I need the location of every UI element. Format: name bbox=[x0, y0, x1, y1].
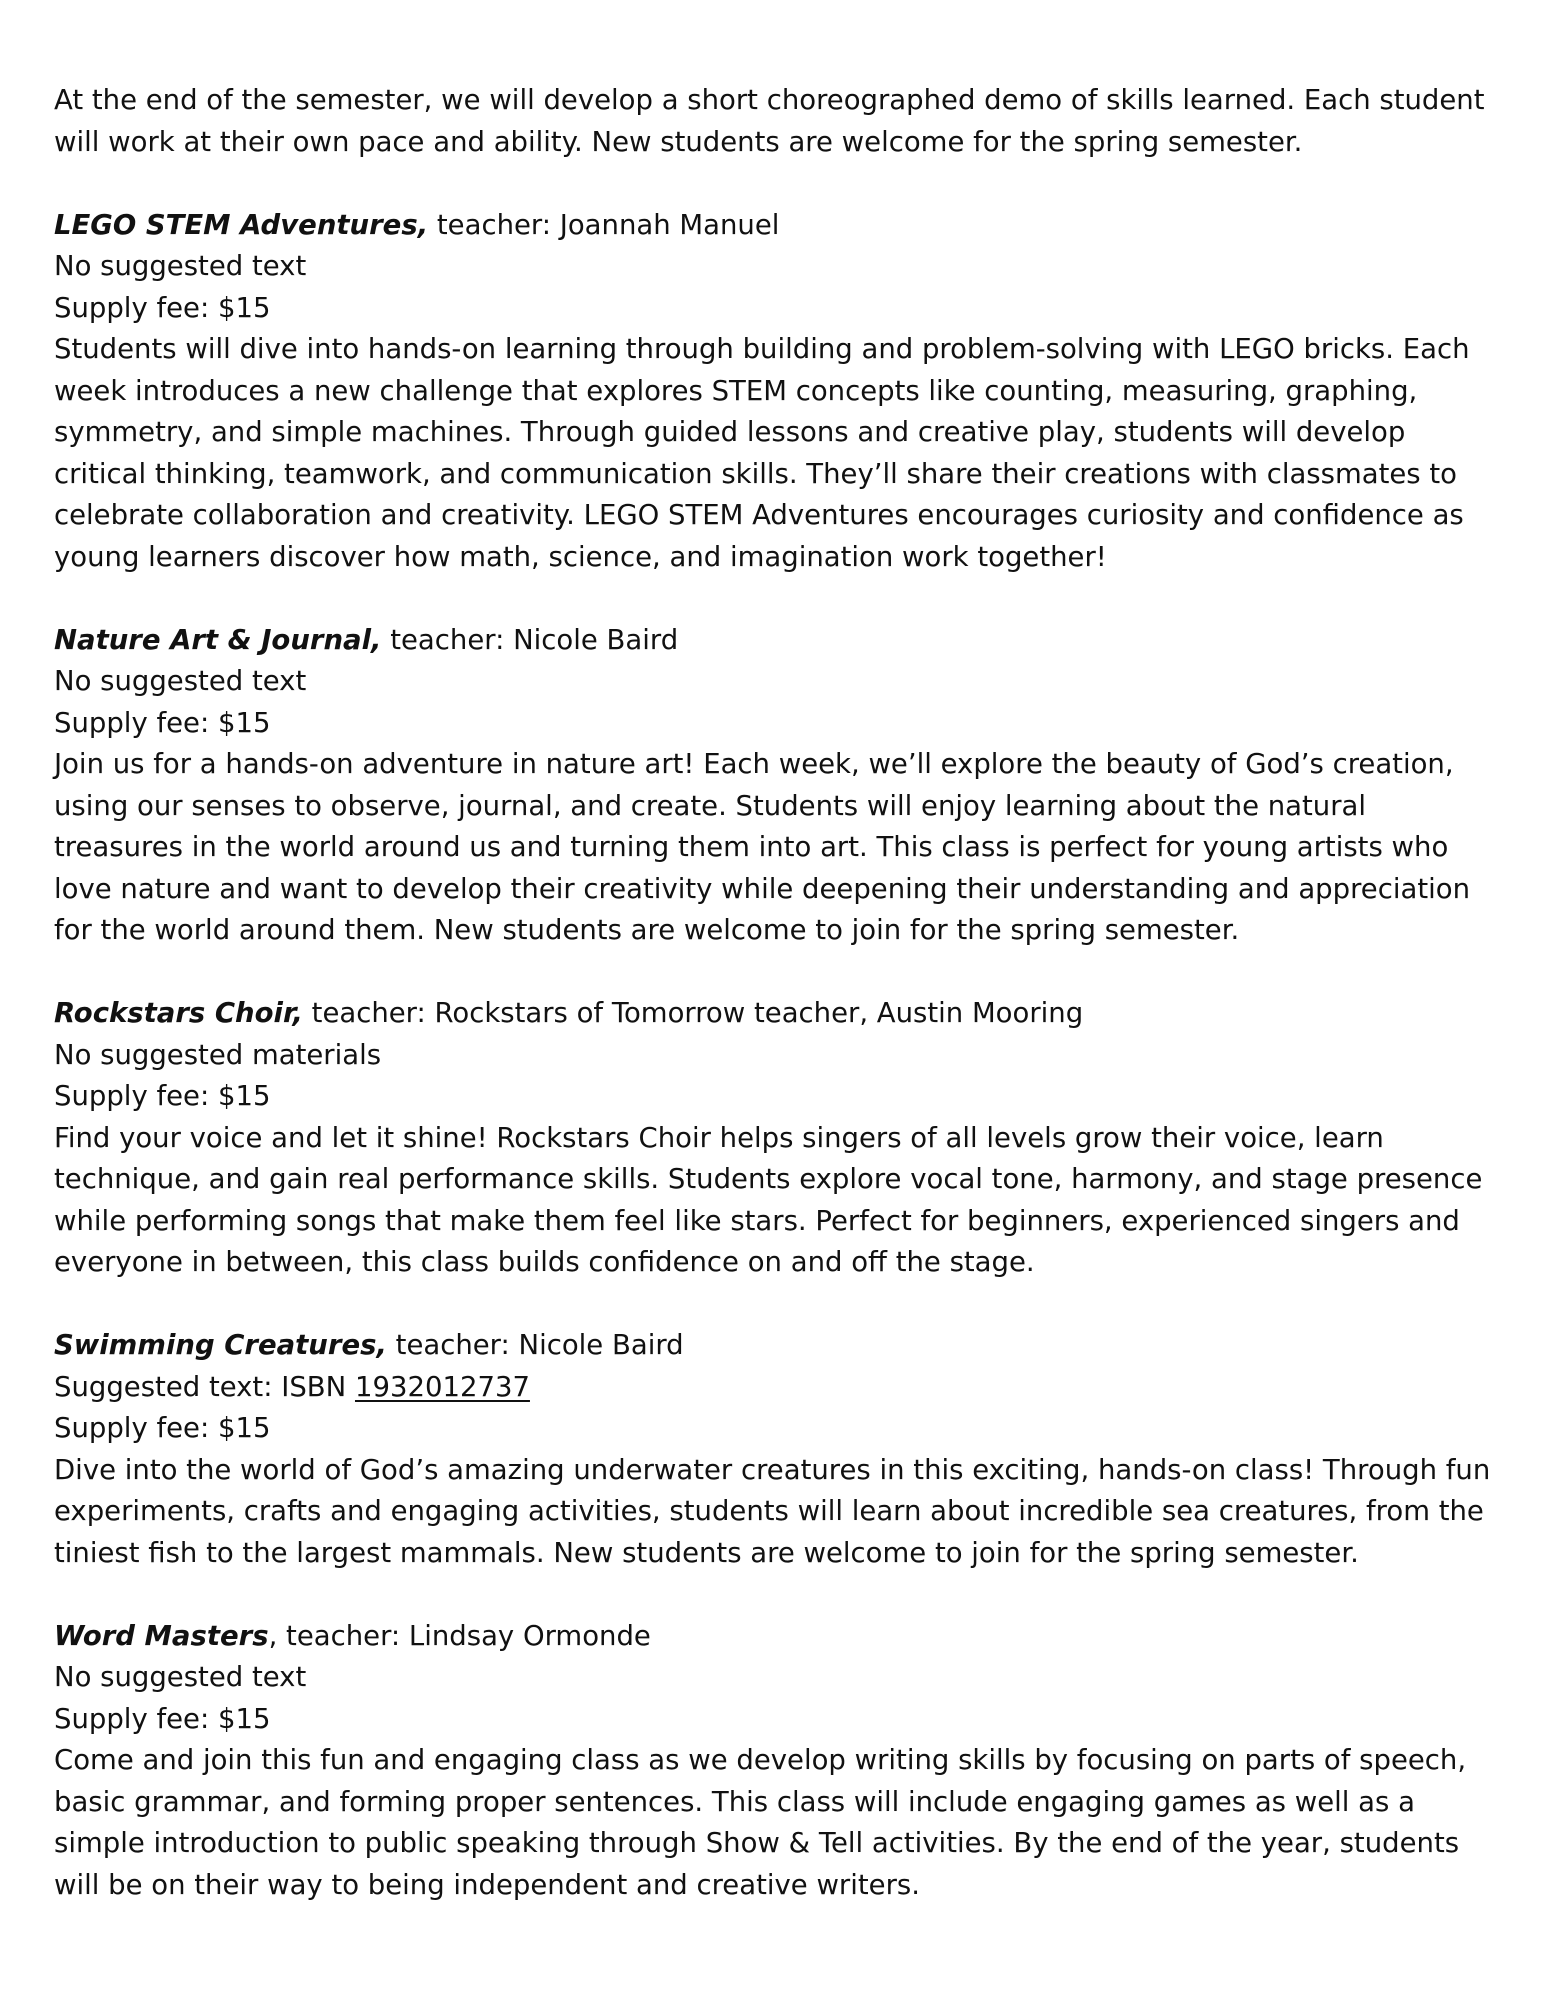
class-supply-fee: Supply fee: $15 bbox=[54, 291, 271, 324]
class-materials: No suggested text bbox=[54, 665, 307, 697]
class-supply-fee: Supply fee: $15 bbox=[54, 1412, 271, 1444]
class-description: Come and join this fun and engaging class as we develop writing skills by focusing on parts of speech, basic grammar, and forming proper sentences. This class will include engaging games as well as a simple introduction to public speaking through Show & Tell activities. By the end of the year, students will be on their way to being independent and creative writers. bbox=[54, 1744, 1467, 1901]
class-supply-fee: Supply fee: $15 bbox=[54, 1080, 271, 1112]
class-heading bbox=[54, 1325, 1493, 1367]
class-teacher: , teacher: Lindsay Ormonde bbox=[268, 1619, 651, 1652]
class-teacher: teacher: Rockstars of Tomorrow teacher, Austin Mooring bbox=[302, 997, 1084, 1029]
class-description: Find your voice and let it shine! Rockstars Choir helps singers of all levels grow their voice, learn technique, and gain real performance skills. Students explore vocal tone, harmony, and stage presence while performing songs that make them feel like stars. Perfect for beginners, experienced singers and everyone in between, this class builds confidence on and off the stage. bbox=[54, 1121, 1483, 1278]
class-heading bbox=[54, 993, 1493, 1035]
class-materials: No suggested text bbox=[54, 1661, 307, 1693]
class-description: Students will dive into hands-on learning through building and problem-solving with LEGO bricks. Each week introduces a new challenge that explores STEM concepts like counting, measuring, graphing, symmetry, and simple machines. Through guided lessons and creative play, students will develop critical thinking, teamwork, and communication skills. They’ll share their creations with classmates to celebrate collaboration and creativity. LEGO STEM Adventures encourages curiosity and confidence as young learners discover how math, science, and imagination work together! bbox=[54, 333, 1470, 573]
class-section-swimming-creatures bbox=[54, 1325, 1493, 1574]
class-materials: No suggested materials bbox=[54, 1038, 382, 1071]
isbn-link[interactable]: 1932012737 bbox=[354, 1370, 530, 1403]
class-materials bbox=[54, 1367, 1493, 1409]
class-description: Dive into the world of God’s amazing underwater creatures in this exciting, hands-on class! Through fun experiments, crafts and engaging activities, students will learn about incredible sea creatures, from the tiniest fish to the largest mammals. New students are welcome to join for the spring semester. bbox=[54, 1453, 1491, 1569]
class-section-rockstars-choir bbox=[54, 993, 1493, 1284]
class-section-nature-art bbox=[54, 620, 1493, 952]
class-teacher: teacher: Joannah Manuel bbox=[428, 208, 780, 241]
class-materials: No suggested text bbox=[54, 250, 307, 282]
class-teacher: teacher: Nicole Baird bbox=[381, 623, 679, 656]
class-heading bbox=[54, 205, 1493, 247]
class-section-word-masters bbox=[54, 1616, 1493, 1907]
class-description: Join us for a hands-on adventure in nature art! Each week, we’ll explore the beauty of God’s creation, using our senses to observe, journal, and create. Students will enjoy learning about the natural treasures in the world around us and turning them into art. This class is perfect for young artists who love nature and want to develop their creativity while deepening their understanding and appreciation for the world around them. New students are welcome to join for the spring semester. bbox=[54, 748, 1471, 946]
class-supply-fee: Supply fee: $15 bbox=[54, 706, 271, 739]
class-title: Rockstars Choir, bbox=[54, 997, 303, 1029]
materials-prefix: Suggested text: ISBN bbox=[54, 1370, 355, 1403]
class-title: LEGO STEM Adventures, bbox=[54, 208, 429, 241]
intro-paragraph: At the end of the semester, we will develop a short choreographed demo of skills learned. Each student will work at their own pace and ability. New students are welcome for the spring semester. bbox=[54, 84, 1485, 158]
class-title: Word Masters bbox=[54, 1619, 269, 1652]
class-teacher: teacher: Nicole Baird bbox=[386, 1329, 684, 1361]
class-supply-fee: Supply fee: $15 bbox=[54, 1702, 271, 1735]
class-section-lego-stem bbox=[54, 205, 1493, 579]
class-title: Nature Art & Journal, bbox=[54, 623, 382, 656]
class-heading bbox=[54, 1616, 1493, 1658]
class-heading bbox=[54, 620, 1493, 662]
class-title: Swimming Creatures, bbox=[54, 1329, 387, 1361]
